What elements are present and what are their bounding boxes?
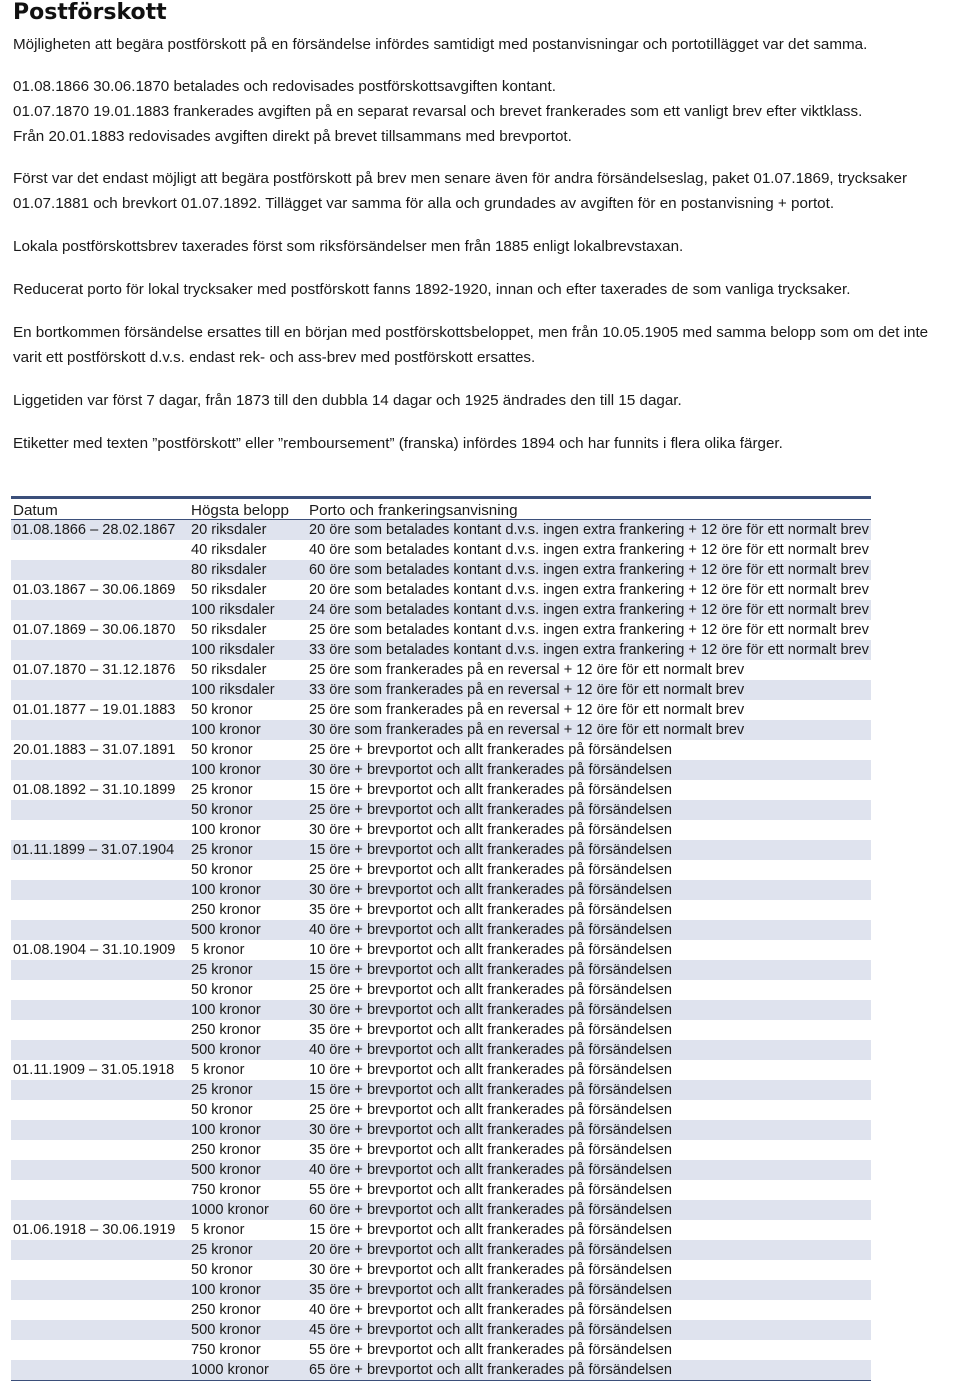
cell-belopp: 500 kronor (189, 1160, 307, 1180)
table-row (11, 1140, 871, 1160)
cell-datum (11, 1140, 189, 1160)
cell-belopp: 1000 kronor (189, 1360, 307, 1381)
table-row (11, 1100, 871, 1120)
document-page (13, 0, 958, 1381)
cell-porto: 20 öre som betalades kontant d.v.s. ingen extra frankering + 12 öre för ett normalt brev (309, 582, 869, 598)
cell-porto: 35 öre + brevportot och allt frankerades på försändelsen (307, 1020, 871, 1040)
cell-belopp: 40 riksdaler (189, 540, 307, 560)
cell-datum (11, 640, 189, 660)
cell-datum (11, 920, 189, 940)
table-row (11, 540, 871, 560)
cell-porto: 33 öre som frankerades på en reversal + 12 öre för ett normalt brev (307, 680, 871, 700)
cell-datum (11, 1120, 189, 1140)
cell-belopp: 50 kronor (189, 980, 307, 1000)
table-row (11, 860, 871, 880)
history-line-3: Från 20.01.1883 redovisades avgiften direkt på brevet tillsammans med brevportot. (13, 128, 572, 145)
cell-porto: 25 öre + brevportot och allt frankerades på försändelsen (307, 1100, 871, 1120)
cell-porto: 25 öre som betalades kontant d.v.s. ingen extra frankering + 12 öre för ett normalt brev (309, 622, 869, 638)
table-row (11, 1220, 871, 1240)
cell-datum: 01.08.1904 – 31.10.1909 (11, 940, 189, 960)
cell-datum (11, 860, 189, 880)
table-header-row (11, 498, 871, 520)
table-row (11, 760, 871, 780)
local-letters-paragraph: Lokala postförskottsbrev taxerades först som riksförsändelser men från 1885 enligt lokalbrevstaxan. (13, 238, 684, 255)
header-datum: Datum (11, 498, 189, 520)
table-row (11, 600, 871, 620)
table-row (11, 920, 871, 940)
cell-belopp: 750 kronor (189, 1340, 307, 1360)
rate-table-body (11, 520, 871, 1381)
cell-belopp: 50 riksdaler (189, 620, 307, 640)
cell-belopp: 25 kronor (189, 780, 307, 800)
cell-porto: 40 öre + brevportot och allt frankerades på försändelsen (307, 920, 871, 940)
page-title: Postförskott (13, 0, 167, 25)
table-row (11, 1040, 871, 1060)
table-row (11, 1340, 871, 1360)
cell-belopp: 500 kronor (189, 1040, 307, 1060)
cell-belopp: 250 kronor (189, 1020, 307, 1040)
table-row (11, 840, 871, 860)
table-row (11, 580, 871, 600)
cell-porto: 40 öre + brevportot och allt frankerades på försändelsen (307, 1300, 871, 1320)
cell-datum (11, 960, 189, 980)
cell-porto: 30 öre + brevportot och allt frankerades på försändelsen (307, 820, 871, 840)
cell-belopp: 80 riksdaler (189, 560, 307, 580)
cell-belopp: 100 riksdaler (189, 680, 307, 700)
cell-belopp: 50 kronor (189, 800, 307, 820)
cell-datum (11, 1160, 189, 1180)
lost-item-line-1: En bortkommen försändelse ersattes till en början med postförskottsbeloppet, men från 10.05.1905 med samma belopp som om det inte (13, 324, 929, 341)
cell-belopp: 25 kronor (189, 1080, 307, 1100)
table-row (11, 800, 871, 820)
table-row (11, 900, 871, 920)
cell-porto: 55 öre + brevportot och allt frankerades på försändelsen (307, 1180, 871, 1200)
cell-belopp: 50 kronor (189, 700, 307, 720)
cell-datum: 01.03.1867 – 30.06.1869 (11, 580, 189, 600)
cell-datum: 01.11.1899 – 31.07.1904 (11, 840, 189, 860)
header-hogsta-belopp: Högsta belopp (189, 498, 307, 520)
table-row (11, 1120, 871, 1140)
cell-datum: 01.08.1892 – 31.10.1899 (11, 780, 189, 800)
cell-datum (11, 1360, 189, 1381)
cell-datum (11, 760, 189, 780)
cell-porto: 20 öre + brevportot och allt frankerades på försändelsen (307, 1240, 871, 1260)
cell-porto: 35 öre + brevportot och allt frankerades på försändelsen (307, 1140, 871, 1160)
cell-porto: 25 öre + brevportot och allt frankerades på försändelsen (307, 740, 871, 760)
cell-belopp: 100 kronor (189, 1280, 307, 1300)
cell-datum (11, 1240, 189, 1260)
cell-porto: 24 öre som betalades kontant d.v.s. ingen extra frankering + 12 öre för ett normalt brev (309, 602, 869, 618)
cell-datum: 01.07.1870 – 31.12.1876 (11, 660, 189, 680)
lost-item-line-2: varit ett postförskott d.v.s. endast rek- och ass-brev med postförskott ersattes. (13, 349, 536, 366)
cell-datum (11, 1000, 189, 1020)
cell-porto: 40 öre som betalades kontant d.v.s. ingen extra frankering + 12 öre för ett normalt brev (309, 542, 869, 558)
table-row (11, 1060, 871, 1080)
cell-datum (11, 1320, 189, 1340)
cell-porto: 25 öre som frankerades på en reversal + 12 öre för ett normalt brev (307, 700, 871, 720)
cell-porto: 60 öre + brevportot och allt frankerades på försändelsen (307, 1200, 871, 1220)
cell-porto: 25 öre + brevportot och allt frankerades på försändelsen (307, 860, 871, 880)
cell-belopp: 500 kronor (189, 1320, 307, 1340)
history-line-1: 01.08.1866 30.06.1870 betalades och redovisades postförskottsavgiften kontant. (13, 78, 556, 95)
table-row (11, 1280, 871, 1300)
cell-belopp: 5 kronor (189, 1060, 307, 1080)
cell-belopp: 50 riksdaler (189, 580, 307, 600)
cell-belopp: 25 kronor (189, 960, 307, 980)
cell-belopp: 100 kronor (189, 720, 307, 740)
cell-datum (11, 1260, 189, 1280)
cell-porto: 33 öre som betalades kontant d.v.s. ingen extra frankering + 12 öre för ett normalt brev (309, 642, 869, 658)
cell-datum (11, 800, 189, 820)
cell-datum (11, 1100, 189, 1120)
cell-datum (11, 560, 189, 580)
cell-porto: 35 öre + brevportot och allt frankerades på försändelsen (307, 900, 871, 920)
cell-porto: 65 öre + brevportot och allt frankerades på försändelsen (307, 1360, 871, 1381)
cell-porto: 15 öre + brevportot och allt frankerades på försändelsen (307, 780, 871, 800)
cell-belopp: 100 kronor (189, 760, 307, 780)
cell-belopp: 100 riksdaler (189, 600, 307, 620)
consignment-line-1: Först var det endast möjligt att begära postförskott på brev men senare även för andra försändelseslag, paket 01.07.1869, trycksaker (13, 170, 908, 187)
cell-porto: 30 öre + brevportot och allt frankerades på försändelsen (307, 1000, 871, 1020)
cell-belopp: 20 riksdaler (189, 520, 307, 541)
printed-matter-paragraph: Reducerat porto för lokal trycksaker med postförskott fanns 1892-1920, innan och efter taxerades de som vanliga trycksaker. (13, 281, 851, 298)
cell-belopp: 500 kronor (189, 920, 307, 940)
cell-porto: 30 öre + brevportot och allt frankerades på försändelsen (307, 760, 871, 780)
cell-belopp: 25 kronor (189, 1240, 307, 1260)
cell-belopp: 50 kronor (189, 740, 307, 760)
cell-belopp: 250 kronor (189, 1300, 307, 1320)
cell-belopp: 5 kronor (189, 1220, 307, 1240)
table-row (11, 1360, 871, 1381)
cell-datum (11, 880, 189, 900)
rate-table (11, 496, 871, 1381)
table-row (11, 940, 871, 960)
cell-datum (11, 1020, 189, 1040)
table-row (11, 780, 871, 800)
cell-belopp: 50 kronor (189, 860, 307, 880)
cell-datum: 01.08.1866 – 28.02.1867 (11, 520, 189, 541)
cell-porto: 10 öre + brevportot och allt frankerades på försändelsen (307, 940, 871, 960)
table-row (11, 1240, 871, 1260)
cell-datum: 20.01.1883 – 31.07.1891 (11, 740, 189, 760)
consignment-line-2: 01.07.1881 och brevkort 01.07.1892. Tillägget var samma för alla och grundades av avgiften för en postanvisning + portot. (13, 195, 835, 212)
table-row (11, 1200, 871, 1220)
table-row (11, 620, 871, 640)
cell-datum: 01.07.1869 – 30.06.1870 (11, 620, 189, 640)
cell-porto: 40 öre + brevportot och allt frankerades på försändelsen (307, 1040, 871, 1060)
table-row (11, 980, 871, 1000)
table-row (11, 960, 871, 980)
cell-porto: 30 öre som frankerades på en reversal + 12 öre för ett normalt brev (307, 720, 871, 740)
cell-datum: 01.06.1918 – 30.06.1919 (11, 1220, 189, 1240)
table-row (11, 1080, 871, 1100)
holding-time-paragraph: Liggetiden var först 7 dagar, från 1873 till den dubbla 14 dagar och 1925 ändrades den till 15 dagar. (13, 392, 682, 409)
cell-porto: 45 öre + brevportot och allt frankerades på försändelsen (307, 1320, 871, 1340)
cell-belopp: 50 riksdaler (189, 660, 307, 680)
cell-datum (11, 1080, 189, 1100)
cell-belopp: 750 kronor (189, 1180, 307, 1200)
cell-belopp: 100 kronor (189, 880, 307, 900)
intro-paragraph: Möjligheten att begära postförskott på en försändelse infördes samtidigt med postanvisningar och portotillägget var det samma. (13, 36, 868, 53)
cell-porto: 15 öre + brevportot och allt frankerades på försändelsen (307, 1220, 871, 1240)
table-row (11, 820, 871, 840)
table-row (11, 740, 871, 760)
table-row (11, 1320, 871, 1340)
table-row (11, 520, 871, 541)
cell-datum (11, 1340, 189, 1360)
table-row (11, 720, 871, 740)
cell-datum (11, 680, 189, 700)
table-row (11, 1300, 871, 1320)
cell-belopp: 100 kronor (189, 820, 307, 840)
cell-datum (11, 540, 189, 560)
cell-belopp: 50 kronor (189, 1100, 307, 1120)
table-row (11, 1160, 871, 1180)
table-row (11, 880, 871, 900)
cell-datum (11, 980, 189, 1000)
cell-datum (11, 1180, 189, 1200)
cell-porto: 25 öre + brevportot och allt frankerades på försändelsen (307, 980, 871, 1000)
cell-belopp: 25 kronor (189, 840, 307, 860)
history-line-2: 01.07.1870 19.01.1883 frankerades avgiften på en separat revarsal och brevet frankerades som ett vanligt brev efter viktklass. (13, 103, 863, 120)
table-row (11, 680, 871, 700)
cell-datum: 01.11.1909 – 31.05.1918 (11, 1060, 189, 1080)
cell-datum (11, 1280, 189, 1300)
cell-belopp: 100 riksdaler (189, 640, 307, 660)
cell-datum (11, 1200, 189, 1220)
cell-porto: 20 öre som betalades kontant d.v.s. ingen extra frankering + 12 öre för ett normalt brev (307, 520, 871, 541)
table-row (11, 1020, 871, 1040)
cell-datum (11, 820, 189, 840)
cell-porto: 10 öre + brevportot och allt frankerades på försändelsen (307, 1060, 871, 1080)
cell-belopp: 100 kronor (189, 1120, 307, 1140)
table-row (11, 660, 871, 680)
cell-datum (11, 900, 189, 920)
cell-belopp: 250 kronor (189, 900, 307, 920)
cell-porto: 15 öre + brevportot och allt frankerades på försändelsen (307, 1080, 871, 1100)
cell-porto: 25 öre + brevportot och allt frankerades på försändelsen (307, 800, 871, 820)
table-row (11, 1260, 871, 1280)
table-row (11, 1000, 871, 1020)
cell-porto: 40 öre + brevportot och allt frankerades på försändelsen (307, 1160, 871, 1180)
cell-belopp: 1000 kronor (189, 1200, 307, 1220)
cell-belopp: 50 kronor (189, 1260, 307, 1280)
labels-paragraph: Etiketter med texten ”postförskott” eller ”remboursement” (franska) infördes 1894 och har funnits i flera olika färger. (13, 435, 783, 452)
cell-porto: 25 öre som frankerades på en reversal + 12 öre för ett normalt brev (307, 660, 871, 680)
header-porto: Porto och frankeringsanvisning (307, 498, 871, 520)
cell-porto: 30 öre + brevportot och allt frankerades på försändelsen (307, 1260, 871, 1280)
cell-belopp: 5 kronor (189, 940, 307, 960)
cell-datum: 01.01.1877 – 19.01.1883 (11, 700, 189, 720)
cell-datum (11, 1040, 189, 1060)
cell-datum (11, 720, 189, 740)
cell-belopp: 100 kronor (189, 1000, 307, 1020)
table-row (11, 1180, 871, 1200)
cell-datum (11, 600, 189, 620)
table-row (11, 700, 871, 720)
table-row (11, 640, 871, 660)
cell-porto: 30 öre + brevportot och allt frankerades på försändelsen (307, 1120, 871, 1140)
cell-porto: 60 öre som betalades kontant d.v.s. ingen extra frankering + 12 öre för ett normalt brev (309, 562, 869, 578)
cell-porto: 35 öre + brevportot och allt frankerades på försändelsen (307, 1280, 871, 1300)
cell-porto: 15 öre + brevportot och allt frankerades på försändelsen (307, 840, 871, 860)
cell-porto: 30 öre + brevportot och allt frankerades på försändelsen (307, 880, 871, 900)
table-row (11, 560, 871, 580)
cell-belopp: 250 kronor (189, 1140, 307, 1160)
cell-porto: 55 öre + brevportot och allt frankerades på försändelsen (307, 1340, 871, 1360)
cell-porto: 15 öre + brevportot och allt frankerades på försändelsen (307, 960, 871, 980)
cell-datum (11, 1300, 189, 1320)
